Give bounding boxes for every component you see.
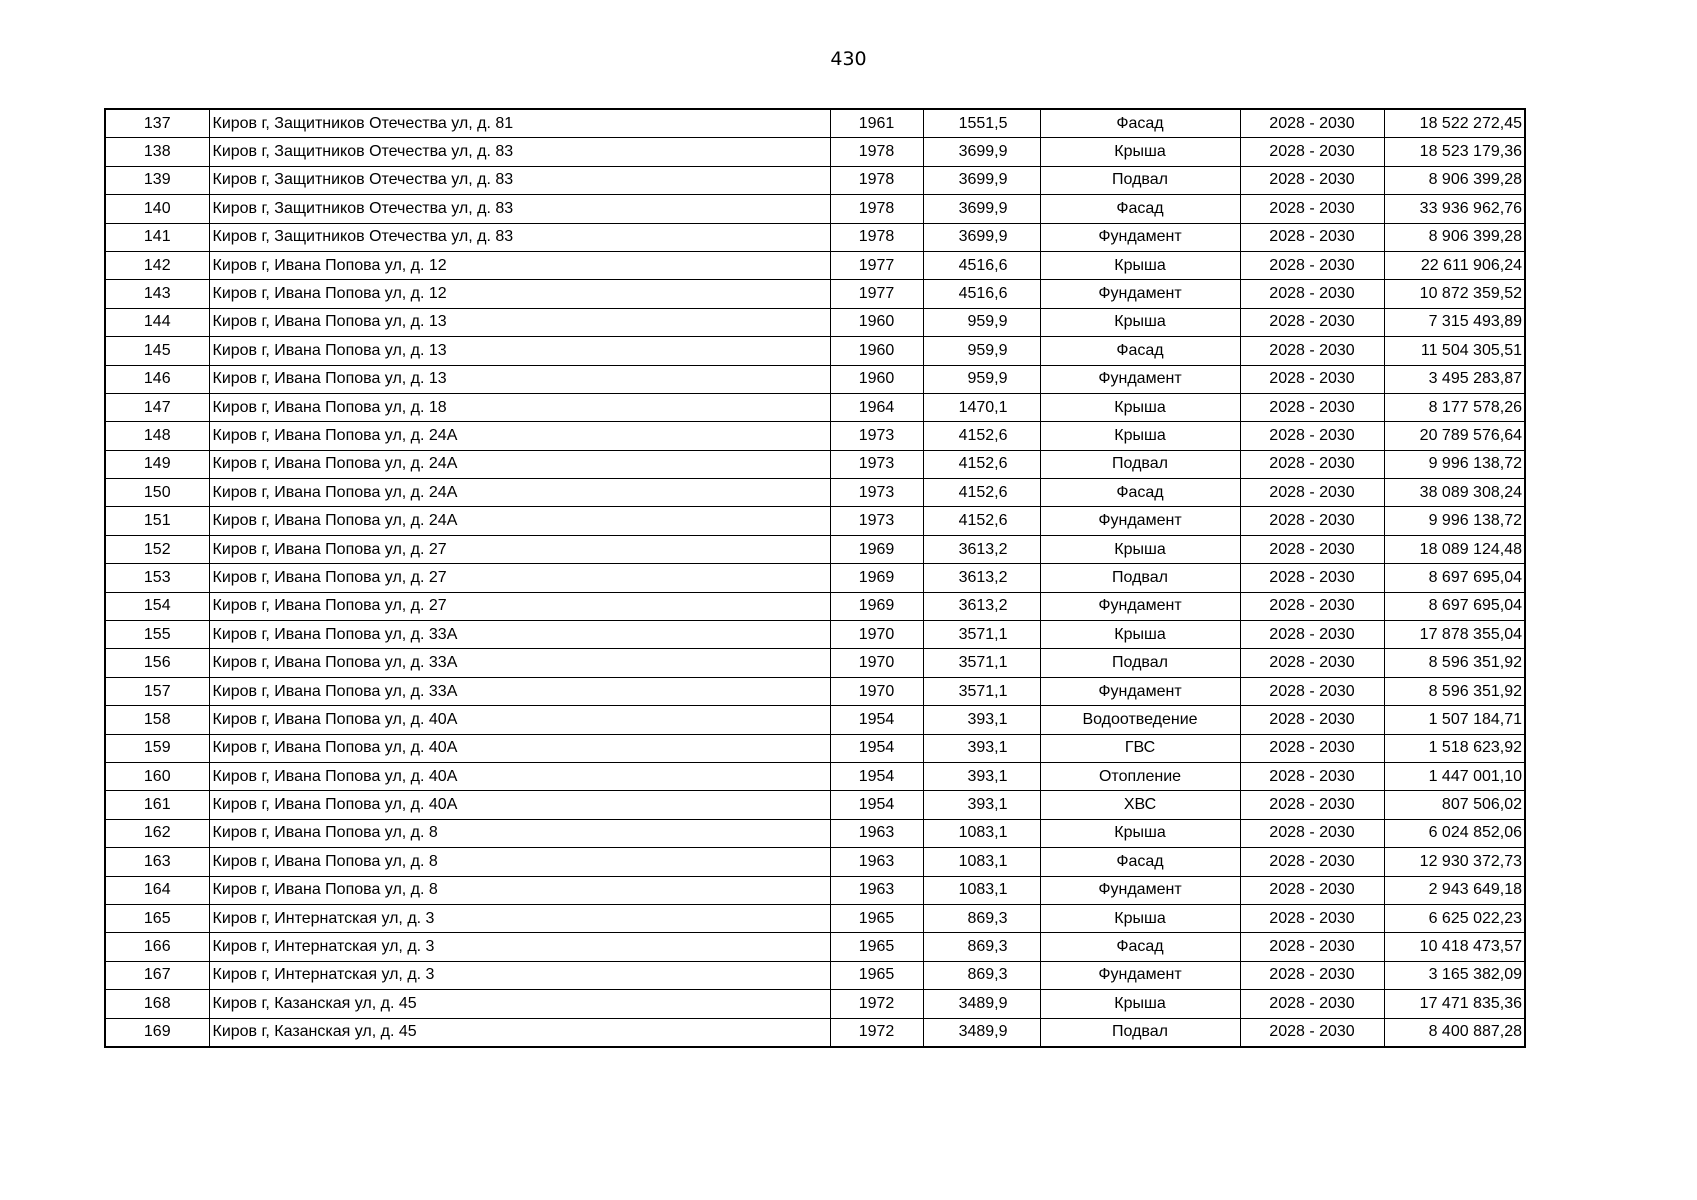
build-year-cell: 1977 [830,251,923,279]
work-type-cell: Фасад [1040,933,1240,961]
table-row [105,876,1525,904]
period-cell: 2028 - 2030 [1240,1018,1384,1047]
work-type-cell: ХВС [1040,791,1240,819]
period-cell: 2028 - 2030 [1240,990,1384,1018]
period-cell: 2028 - 2030 [1240,819,1384,847]
row-number-cell: 164 [105,876,209,904]
cost-cell: 33 936 962,76 [1384,195,1525,223]
cost-cell: 18 523 179,36 [1384,138,1525,166]
row-number-cell: 137 [105,109,209,138]
period-cell: 2028 - 2030 [1240,422,1384,450]
address-cell: Киров г, Ивана Попова ул, д. 8 [209,819,830,847]
table-row [105,422,1525,450]
area-cell: 3613,2 [923,592,1040,620]
row-number-cell: 148 [105,422,209,450]
table-row [105,706,1525,734]
work-type-cell: Фасад [1040,195,1240,223]
address-cell: Киров г, Интернатская ул, д. 3 [209,961,830,989]
build-year-cell: 1963 [830,876,923,904]
period-cell: 2028 - 2030 [1240,848,1384,876]
cost-cell: 3 495 283,87 [1384,365,1525,393]
cost-cell: 9 996 138,72 [1384,507,1525,535]
build-year-cell: 1954 [830,791,923,819]
period-cell: 2028 - 2030 [1240,223,1384,251]
cost-cell: 1 447 001,10 [1384,762,1525,790]
period-cell: 2028 - 2030 [1240,365,1384,393]
period-cell: 2028 - 2030 [1240,762,1384,790]
address-cell: Киров г, Защитников Отечества ул, д. 83 [209,195,830,223]
cost-cell: 8 400 887,28 [1384,1018,1525,1047]
work-type-cell: Крыша [1040,621,1240,649]
area-cell: 3613,2 [923,564,1040,592]
cost-cell: 10 872 359,52 [1384,280,1525,308]
row-number-cell: 157 [105,677,209,705]
build-year-cell: 1954 [830,706,923,734]
work-type-cell: Крыша [1040,904,1240,932]
work-type-cell: Фасад [1040,479,1240,507]
build-year-cell: 1960 [830,308,923,336]
table-row [105,479,1525,507]
cost-cell: 10 418 473,57 [1384,933,1525,961]
build-year-cell: 1973 [830,507,923,535]
work-type-cell: Крыша [1040,422,1240,450]
row-number-cell: 140 [105,195,209,223]
address-cell: Киров г, Ивана Попова ул, д. 33А [209,677,830,705]
area-cell: 393,1 [923,762,1040,790]
cost-cell: 11 504 305,51 [1384,337,1525,365]
area-cell: 1083,1 [923,848,1040,876]
work-type-cell: Фасад [1040,848,1240,876]
address-cell: Киров г, Ивана Попова ул, д. 40А [209,734,830,762]
cost-cell: 6 024 852,06 [1384,819,1525,847]
period-cell: 2028 - 2030 [1240,337,1384,365]
table-row [105,1018,1525,1047]
repair-schedule-table [104,108,1526,1048]
period-cell: 2028 - 2030 [1240,166,1384,194]
row-number-cell: 144 [105,308,209,336]
cost-cell: 8 596 351,92 [1384,677,1525,705]
area-cell: 3613,2 [923,535,1040,563]
address-cell: Киров г, Защитников Отечества ул, д. 83 [209,138,830,166]
table-row [105,507,1525,535]
area-cell: 869,3 [923,933,1040,961]
row-number-cell: 150 [105,479,209,507]
build-year-cell: 1978 [830,223,923,251]
area-cell: 393,1 [923,734,1040,762]
period-cell: 2028 - 2030 [1240,933,1384,961]
period-cell: 2028 - 2030 [1240,649,1384,677]
cost-cell: 807 506,02 [1384,791,1525,819]
address-cell: Киров г, Казанская ул, д. 45 [209,1018,830,1047]
row-number-cell: 158 [105,706,209,734]
build-year-cell: 1960 [830,365,923,393]
row-number-cell: 155 [105,621,209,649]
period-cell: 2028 - 2030 [1240,535,1384,563]
work-type-cell: Фундамент [1040,280,1240,308]
area-cell: 4152,6 [923,507,1040,535]
build-year-cell: 1965 [830,933,923,961]
period-cell: 2028 - 2030 [1240,706,1384,734]
table-row [105,564,1525,592]
work-type-cell: Подвал [1040,166,1240,194]
build-year-cell: 1969 [830,564,923,592]
table-row [105,195,1525,223]
row-number-cell: 153 [105,564,209,592]
area-cell: 393,1 [923,706,1040,734]
address-cell: Киров г, Ивана Попова ул, д. 40А [209,762,830,790]
row-number-cell: 141 [105,223,209,251]
table-row [105,138,1525,166]
table-row [105,166,1525,194]
build-year-cell: 1964 [830,393,923,421]
address-cell: Киров г, Казанская ул, д. 45 [209,990,830,1018]
period-cell: 2028 - 2030 [1240,138,1384,166]
period-cell: 2028 - 2030 [1240,592,1384,620]
period-cell: 2028 - 2030 [1240,621,1384,649]
address-cell: Киров г, Ивана Попова ул, д. 13 [209,365,830,393]
row-number-cell: 149 [105,450,209,478]
build-year-cell: 1969 [830,535,923,563]
period-cell: 2028 - 2030 [1240,308,1384,336]
work-type-cell: Крыша [1040,535,1240,563]
table-row [105,762,1525,790]
area-cell: 959,9 [923,308,1040,336]
address-cell: Киров г, Ивана Попова ул, д. 40А [209,706,830,734]
period-cell: 2028 - 2030 [1240,564,1384,592]
work-type-cell: Водоотведение [1040,706,1240,734]
build-year-cell: 1963 [830,848,923,876]
work-type-cell: Крыша [1040,990,1240,1018]
row-number-cell: 160 [105,762,209,790]
work-type-cell: Фасад [1040,109,1240,138]
address-cell: Киров г, Ивана Попова ул, д. 13 [209,308,830,336]
cost-cell: 8 697 695,04 [1384,592,1525,620]
row-number-cell: 142 [105,251,209,279]
row-number-cell: 161 [105,791,209,819]
row-number-cell: 168 [105,990,209,1018]
address-cell: Киров г, Ивана Попова ул, д. 27 [209,592,830,620]
cost-cell: 8 906 399,28 [1384,223,1525,251]
address-cell: Киров г, Интернатская ул, д. 3 [209,904,830,932]
table-row [105,109,1525,138]
address-cell: Киров г, Ивана Попова ул, д. 8 [209,876,830,904]
period-cell: 2028 - 2030 [1240,677,1384,705]
work-type-cell: Крыша [1040,819,1240,847]
work-type-cell: Фундамент [1040,876,1240,904]
work-type-cell: Фасад [1040,337,1240,365]
build-year-cell: 1960 [830,337,923,365]
work-type-cell: Подвал [1040,450,1240,478]
work-type-cell: Крыша [1040,393,1240,421]
table-row [105,819,1525,847]
row-number-cell: 151 [105,507,209,535]
row-number-cell: 147 [105,393,209,421]
address-cell: Киров г, Ивана Попова ул, д. 24А [209,450,830,478]
table-row [105,961,1525,989]
build-year-cell: 1961 [830,109,923,138]
period-cell: 2028 - 2030 [1240,961,1384,989]
address-cell: Киров г, Ивана Попова ул, д. 40А [209,791,830,819]
area-cell: 3699,9 [923,138,1040,166]
row-number-cell: 145 [105,337,209,365]
table-body [105,109,1525,1047]
period-cell: 2028 - 2030 [1240,109,1384,138]
period-cell: 2028 - 2030 [1240,393,1384,421]
address-cell: Киров г, Ивана Попова ул, д. 8 [209,848,830,876]
area-cell: 4152,6 [923,450,1040,478]
area-cell: 3571,1 [923,677,1040,705]
cost-cell: 1 518 623,92 [1384,734,1525,762]
area-cell: 3571,1 [923,649,1040,677]
cost-cell: 38 089 308,24 [1384,479,1525,507]
build-year-cell: 1973 [830,422,923,450]
build-year-cell: 1978 [830,195,923,223]
area-cell: 1470,1 [923,393,1040,421]
build-year-cell: 1954 [830,762,923,790]
cost-cell: 7 315 493,89 [1384,308,1525,336]
table-row [105,251,1525,279]
table-row [105,933,1525,961]
cost-cell: 2 943 649,18 [1384,876,1525,904]
work-type-cell: Фундамент [1040,592,1240,620]
area-cell: 4152,6 [923,422,1040,450]
cost-cell: 20 789 576,64 [1384,422,1525,450]
address-cell: Киров г, Защитников Отечества ул, д. 81 [209,109,830,138]
build-year-cell: 1972 [830,990,923,1018]
build-year-cell: 1973 [830,479,923,507]
address-cell: Киров г, Ивана Попова ул, д. 12 [209,280,830,308]
work-type-cell: Крыша [1040,251,1240,279]
build-year-cell: 1977 [830,280,923,308]
area-cell: 3699,9 [923,195,1040,223]
work-type-cell: Крыша [1040,308,1240,336]
table-row [105,734,1525,762]
build-year-cell: 1973 [830,450,923,478]
table-row [105,904,1525,932]
table-row [105,848,1525,876]
address-cell: Киров г, Ивана Попова ул, д. 24А [209,507,830,535]
row-number-cell: 162 [105,819,209,847]
build-year-cell: 1965 [830,904,923,932]
row-number-cell: 146 [105,365,209,393]
period-cell: 2028 - 2030 [1240,479,1384,507]
address-cell: Киров г, Ивана Попова ул, д. 13 [209,337,830,365]
address-cell: Киров г, Ивана Попова ул, д. 24А [209,479,830,507]
period-cell: 2028 - 2030 [1240,791,1384,819]
area-cell: 869,3 [923,904,1040,932]
address-cell: Киров г, Ивана Попова ул, д. 18 [209,393,830,421]
address-cell: Киров г, Ивана Попова ул, д. 24А [209,422,830,450]
build-year-cell: 1972 [830,1018,923,1047]
build-year-cell: 1954 [830,734,923,762]
row-number-cell: 138 [105,138,209,166]
work-type-cell: Подвал [1040,649,1240,677]
table-row [105,592,1525,620]
cost-cell: 18 522 272,45 [1384,109,1525,138]
cost-cell: 9 996 138,72 [1384,450,1525,478]
cost-cell: 17 471 835,36 [1384,990,1525,1018]
table-row [105,535,1525,563]
address-cell: Киров г, Интернатская ул, д. 3 [209,933,830,961]
cost-cell: 8 906 399,28 [1384,166,1525,194]
table-row [105,649,1525,677]
cost-cell: 12 930 372,73 [1384,848,1525,876]
area-cell: 3699,9 [923,223,1040,251]
area-cell: 4516,6 [923,251,1040,279]
work-type-cell: Фундамент [1040,677,1240,705]
cost-cell: 17 878 355,04 [1384,621,1525,649]
address-cell: Киров г, Ивана Попова ул, д. 27 [209,564,830,592]
area-cell: 3699,9 [923,166,1040,194]
work-type-cell: ГВС [1040,734,1240,762]
row-number-cell: 154 [105,592,209,620]
area-cell: 959,9 [923,337,1040,365]
table-row [105,621,1525,649]
area-cell: 959,9 [923,365,1040,393]
period-cell: 2028 - 2030 [1240,876,1384,904]
cost-cell: 6 625 022,23 [1384,904,1525,932]
period-cell: 2028 - 2030 [1240,507,1384,535]
cost-cell: 18 089 124,48 [1384,535,1525,563]
area-cell: 1551,5 [923,109,1040,138]
period-cell: 2028 - 2030 [1240,904,1384,932]
address-cell: Киров г, Защитников Отечества ул, д. 83 [209,166,830,194]
period-cell: 2028 - 2030 [1240,195,1384,223]
table-row [105,308,1525,336]
build-year-cell: 1963 [830,819,923,847]
area-cell: 3571,1 [923,621,1040,649]
row-number-cell: 167 [105,961,209,989]
period-cell: 2028 - 2030 [1240,450,1384,478]
row-number-cell: 156 [105,649,209,677]
row-number-cell: 165 [105,904,209,932]
build-year-cell: 1978 [830,166,923,194]
address-cell: Киров г, Ивана Попова ул, д. 27 [209,535,830,563]
area-cell: 3489,9 [923,990,1040,1018]
work-type-cell: Крыша [1040,138,1240,166]
row-number-cell: 163 [105,848,209,876]
work-type-cell: Отопление [1040,762,1240,790]
table-row [105,990,1525,1018]
address-cell: Киров г, Защитников Отечества ул, д. 83 [209,223,830,251]
row-number-cell: 139 [105,166,209,194]
table-row [105,337,1525,365]
table-row [105,393,1525,421]
address-cell: Киров г, Ивана Попова ул, д. 12 [209,251,830,279]
area-cell: 869,3 [923,961,1040,989]
build-year-cell: 1970 [830,677,923,705]
table-row [105,450,1525,478]
cost-cell: 8 177 578,26 [1384,393,1525,421]
row-number-cell: 169 [105,1018,209,1047]
work-type-cell: Фундамент [1040,507,1240,535]
area-cell: 1083,1 [923,819,1040,847]
table-row [105,677,1525,705]
area-cell: 393,1 [923,791,1040,819]
cost-cell: 8 697 695,04 [1384,564,1525,592]
cost-cell: 3 165 382,09 [1384,961,1525,989]
build-year-cell: 1978 [830,138,923,166]
cost-cell: 22 611 906,24 [1384,251,1525,279]
address-cell: Киров г, Ивана Попова ул, д. 33А [209,621,830,649]
period-cell: 2028 - 2030 [1240,734,1384,762]
cost-cell: 1 507 184,71 [1384,706,1525,734]
work-type-cell: Фундамент [1040,223,1240,251]
table-row [105,365,1525,393]
row-number-cell: 143 [105,280,209,308]
build-year-cell: 1970 [830,649,923,677]
area-cell: 1083,1 [923,876,1040,904]
row-number-cell: 152 [105,535,209,563]
build-year-cell: 1965 [830,961,923,989]
page-number: 430 [830,48,867,70]
work-type-cell: Подвал [1040,564,1240,592]
area-cell: 4152,6 [923,479,1040,507]
period-cell: 2028 - 2030 [1240,280,1384,308]
build-year-cell: 1969 [830,592,923,620]
table-row [105,791,1525,819]
work-type-cell: Фундамент [1040,365,1240,393]
row-number-cell: 159 [105,734,209,762]
area-cell: 3489,9 [923,1018,1040,1047]
work-type-cell: Фундамент [1040,961,1240,989]
area-cell: 4516,6 [923,280,1040,308]
address-cell: Киров г, Ивана Попова ул, д. 33А [209,649,830,677]
table-row [105,280,1525,308]
work-type-cell: Подвал [1040,1018,1240,1047]
period-cell: 2028 - 2030 [1240,251,1384,279]
build-year-cell: 1970 [830,621,923,649]
table-row [105,223,1525,251]
row-number-cell: 166 [105,933,209,961]
cost-cell: 8 596 351,92 [1384,649,1525,677]
